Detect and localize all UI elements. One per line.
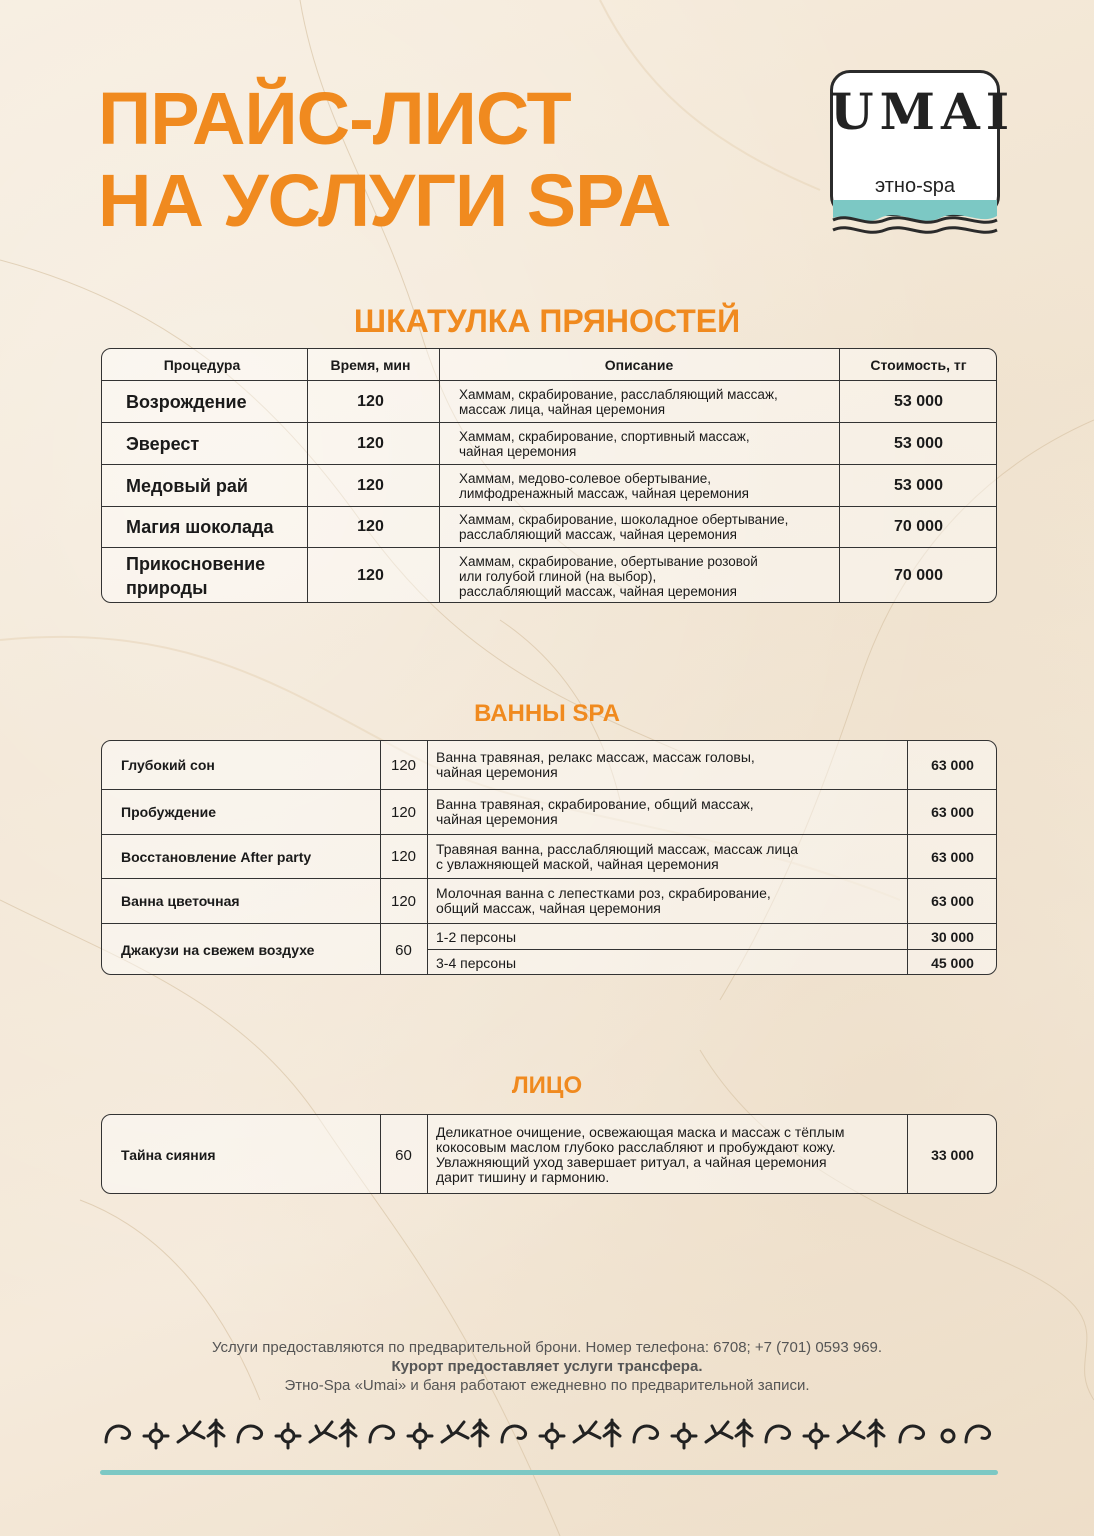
header-time: Время, мин [330, 356, 411, 373]
jacuzzi-option-price: 45 000 [931, 955, 974, 971]
table-row [102, 790, 996, 835]
procedure-name: Возрождение [126, 391, 247, 412]
table-face [101, 1114, 997, 1194]
section-title-baths: ВАННЫ SPA [474, 700, 620, 727]
procedure-time: 120 [357, 476, 384, 494]
table-header-row [102, 349, 996, 381]
header-procedure: Процедура [163, 356, 241, 373]
table-row-jacuzzi [102, 924, 996, 975]
bath-time: 120 [390, 803, 417, 821]
bath-description: Ванна травяная, релакс массаж, массаж головы, чайная церемония [436, 749, 755, 780]
bath-name: Глубокий сон [121, 757, 215, 773]
procedure-name: Медовый рай [126, 475, 249, 496]
jacuzzi-option-price: 30 000 [931, 929, 974, 945]
section-title-spices: ШКАТУЛКА ПРЯНОСТЕЙ [353, 303, 741, 339]
table-row [102, 1115, 996, 1194]
logo-wave-icon [830, 198, 1000, 238]
table-row [102, 465, 996, 507]
face-price: 33 000 [931, 1147, 974, 1163]
bath-name: Ванна цветочная [121, 893, 240, 909]
face-name: Тайна сияния [121, 1147, 216, 1163]
table-row [102, 741, 996, 790]
bath-time: 120 [390, 892, 417, 910]
table-baths [101, 740, 997, 975]
bath-name: Пробуждение [121, 804, 217, 820]
bath-description: Травяная ванна, расслабляющий массаж, массаж лица с увлажняющей маской, чайная церемония [436, 840, 799, 872]
procedure-time: 120 [357, 567, 384, 584]
procedure-name: Прикосновение природы [126, 554, 266, 598]
header-description: Описание [604, 356, 674, 373]
logo-subtitle: этно-spa [875, 175, 955, 197]
table-row [102, 507, 996, 548]
procedure-price: 70 000 [894, 567, 943, 584]
procedure-time: 120 [357, 392, 384, 410]
footer-booking-note: Услуги предоставляются по предварительной брони. Номер телефона: 6708; +7 (701) 0593 969. [211, 1339, 883, 1356]
procedure-description: Хаммам, скрабирование, обертывание розовой или голубой глиной (на выбор), расслабляющий массаж, чайная церемония [459, 553, 758, 599]
bath-price: 63 000 [931, 757, 974, 773]
bath-description: Ванна травяная, скрабирование, общий массаж, чайная церемония [436, 796, 754, 827]
bath-name: Восстановление After party [121, 848, 312, 865]
procedure-description: Хаммам, медово-солевое обертывание, лимфодренажный массаж, чайная церемония [459, 470, 749, 501]
table-spices [101, 348, 997, 603]
logo-wordmark: UMAI [830, 82, 1016, 141]
table-row [102, 381, 996, 423]
procedure-price: 53 000 [894, 392, 943, 410]
procedure-price: 53 000 [894, 434, 943, 452]
bath-time: 120 [390, 848, 417, 865]
page-title: ПРАЙС-ЛИСТ НА УСЛУГИ SPA [98, 77, 671, 242]
bath-description: Молочная ванна с лепестками роз, скрабирование, общий массаж, чайная церемония [436, 885, 771, 916]
bath-name: Джакузи на свежем воздухе [121, 942, 315, 958]
procedure-description: Хаммам, скрабирование, расслабляющий массаж, массаж лица, чайная церемония [459, 386, 778, 417]
teal-divider [100, 1470, 998, 1475]
jacuzzi-option-label: 3-4 персоны [436, 954, 517, 971]
footer-transfer-note: Курорт предоставляет услуги трансфера. [391, 1358, 703, 1375]
procedure-time: 120 [357, 434, 384, 452]
bath-price: 63 000 [931, 848, 974, 865]
table-row [102, 423, 996, 465]
procedure-time: 120 [357, 518, 384, 535]
table-row [102, 835, 996, 879]
procedure-price: 70 000 [894, 518, 943, 535]
umai-logo [830, 70, 1016, 235]
face-time: 60 [395, 1146, 412, 1164]
table-row [102, 548, 996, 603]
jacuzzi-option-label: 1-2 персоны [436, 928, 517, 945]
ethnic-ornament-icon [100, 1412, 998, 1454]
procedure-price: 53 000 [894, 476, 943, 494]
procedure-name: Магия шоколада [126, 517, 274, 537]
procedure-description: Хаммам, скрабирование, спортивный массаж, чайная церемония [459, 428, 750, 459]
bath-price: 63 000 [931, 893, 974, 909]
bath-time: 120 [390, 756, 417, 774]
section-title-face: ЛИЦО [511, 1072, 583, 1099]
bath-time: 60 [395, 941, 412, 959]
procedure-description: Хаммам, скрабирование, шоколадное обертывание, расслабляющий массаж, чайная церемония [459, 512, 789, 542]
header-price: Стоимость, тг [870, 356, 967, 373]
table-row [102, 879, 996, 924]
bath-price: 63 000 [931, 804, 974, 820]
procedure-name: Эверест [126, 433, 200, 454]
face-description: Деликатное очищение, освежающая маска и массаж с тёплым кокосовым маслом глубоко расслабляют и пробуждают кожу. Увлажняющий уход завершает ритуал, а чайная церемония дарит тишину и гармонию. [436, 1124, 845, 1185]
footer-schedule-note: Этно-Spa «Umai» и баня работают ежедневно по предварительной записи. [284, 1377, 810, 1394]
